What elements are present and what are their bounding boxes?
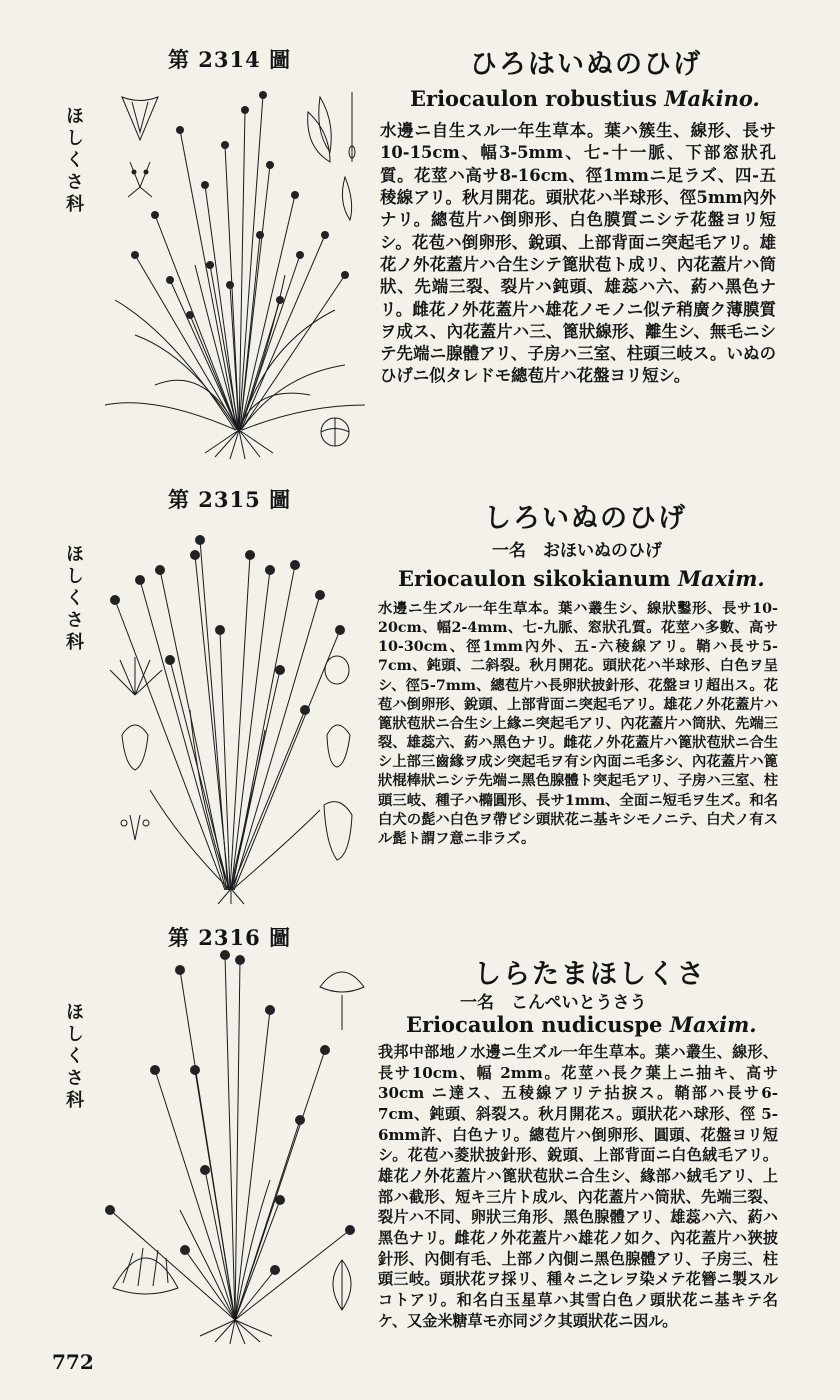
bract-detail-illustration <box>300 92 370 222</box>
japanese-name: ひろはいぬのひげ <box>470 49 702 80</box>
scientific-name <box>406 1012 757 1037</box>
entry-2315 <box>0 470 840 910</box>
page-number: 772 <box>52 1350 94 1374</box>
japanese-name: しろいぬのひげ <box>484 503 687 534</box>
figure-label: 第 2314 圖 <box>168 47 292 72</box>
scientific-author: Maxim. <box>677 566 765 591</box>
description-text: 我邦中部地ノ水邊ニ生ズル一年生草本。葉ハ叢生、線形、長サ10cm、幅 2mm。花莖ハ長ク葉上ニ抽キ、高サ 30cm ニ達ス、五稜線アリテ拈捩ス。鞘部ハ長サ6-7cm、鈍頭、斜裂ス。秋月開花ス。頭狀花ハ球形、徑 5-6mm許、白色ナリ。總苞片ハ倒卵形、圓頭、花盤ヨリ短シ。花苞ハ菱狀披針形、銳頭、上部背面ニ白色絨毛アリ。雄花ノ外花蓋片ハ篦狀苞狀ニ合生シ、緣部ハ絨毛アリ、上部ハ截形、短キ三片ト成ル、內花蓋片ハ筒狀、先端三裂、裂片ハ不同、卵狀三角形、黑色腺體アリ、雄蕊ハ六、葯ハ黑色ナリ。雌花ノ外花蓋片ハ雄花ノ如ク、內花蓋片ハ狹披針形、內側有毛、上部ノ內側ニ黑色腺體アリ、子房三、柱頭三岐。頭狀花ヲ採リ、種々ニ之レヲ染メテ花簪ニ製スルコトアリ。和名白玉星草ハ其雪白色ノ頭狀花ニ基キテ名ケ、又金米糖草モ亦同ジク其頭狀花ニ因ル。 <box>378 1043 778 1330</box>
entry-2314 <box>0 0 840 470</box>
family-label: ほしくさ科 <box>63 106 84 216</box>
alternate-name: 一名 こんぺいとうさう <box>460 993 647 1013</box>
flower-head-section-illustration <box>108 1238 183 1308</box>
family-label: ほしくさ科 <box>63 544 84 654</box>
scientific-name <box>398 566 765 591</box>
flower-head-illustration <box>312 962 372 1032</box>
flower-detail-illustration <box>100 655 170 870</box>
scientific-genus-species: Eriocaulon nudicuspe <box>406 1012 663 1037</box>
scientific-author: Maxim. <box>669 1012 757 1037</box>
bract-detail-illustration <box>312 655 362 870</box>
alternate-name: 一名 おほいぬのひげ <box>492 541 662 561</box>
japanese-name: しらたまほしくさ <box>474 959 706 990</box>
scientific-name <box>410 86 760 111</box>
family-label: ほしくさ科 <box>63 1002 84 1112</box>
scientific-author: Makino. <box>664 86 760 111</box>
figure-label: 第 2315 圖 <box>168 487 292 512</box>
scientific-genus-species: Eriocaulon robustius <box>410 86 657 111</box>
figure-label: 第 2316 圖 <box>168 925 292 950</box>
scientific-genus-species: Eriocaulon sikokianum <box>398 566 671 591</box>
entry-2316 <box>0 910 840 1400</box>
seed-capsule-illustration <box>315 410 355 450</box>
flower-detail-illustration <box>110 92 170 202</box>
description-text: 水邊ニ生ズル一年生草本。葉ハ叢生シ、線狀鑿形、長サ10-20cm、幅2-4mm、七-九脈、窓狀孔質。花莖ハ多數、高サ10-30cm、徑1mm內外、五-六稜線アリ。鞘ハ長サ5-7cm、鈍頭、二斜裂。秋月開花。頭狀花ハ半球形、白色ヲ呈シ、徑5-7mm、總苞片ハ長卵狀披針形、花盤ヨリ超出ス。花苞ハ倒卵形、銳頭、上部背面ニ突起毛アリ。雄花ノ外花蓋片ハ篦狀苞狀ニ合生シ上緣ニ突起毛アリ、內花蓋片ハ筒狀、先端三裂、雄蕊六、葯ハ黑色ナリ。雌花ノ外花蓋片ハ篦狀苞狀ニ合生シ上部三齒緣ヲ成シ突起毛ヲ有シ內面ニ毛多シ、內花蓋片ハ篦狀棍棒狀ニシテ先端ニ黑色腺體ト突起毛アリ、子房ハ三室、柱頭三岐、種子ハ橢圓形、長サ1mm、全面ニ短毛ヲ生ズ。和名白犬の髭ハ白色ヲ帶ビシ頭狀花ニ基キシモノニテ、白犬ノ有スル髭ト謂フ意ニ非ラズ。 <box>378 601 778 847</box>
seed-illustration <box>322 1258 362 1313</box>
description-text: 水邊ニ自生スル一年生草本。葉ハ簇生、線形、長サ10-15cm、幅3-5mm、七-十一脈、下部窓狀孔質。花莖ハ高サ8-16cm、徑1mmニ足ラズ、四-五稜線アリ。秋月開花。頭狀花ハ半球形、徑5mm內外ナリ。總苞片ハ倒卵形、白色膜質ニシテ花盤ヨリ短シ。花苞ハ倒卵形、銳頭、上部背面ニ突起毛アリ。雄花ノ外花蓋片ハ合生シテ篦狀苞ト成リ、內花蓋片ハ筒狀、先端三裂、裂片ハ鈍頭、雄蕊ハ六、葯ハ黑色ナリ。雌花ノ外花蓋片ハ雄花ノモノニ似テ稍廣ク薄膜質ヲ成ス、內花蓋片ハ三、篦狀線形、離生シ、無毛ニシテ先端ニ腺體アリ、子房ハ三室、柱頭三岐ス。いぬのひげニ似タレドモ總苞片ハ花盤ヨリ短シ。 <box>380 121 776 386</box>
